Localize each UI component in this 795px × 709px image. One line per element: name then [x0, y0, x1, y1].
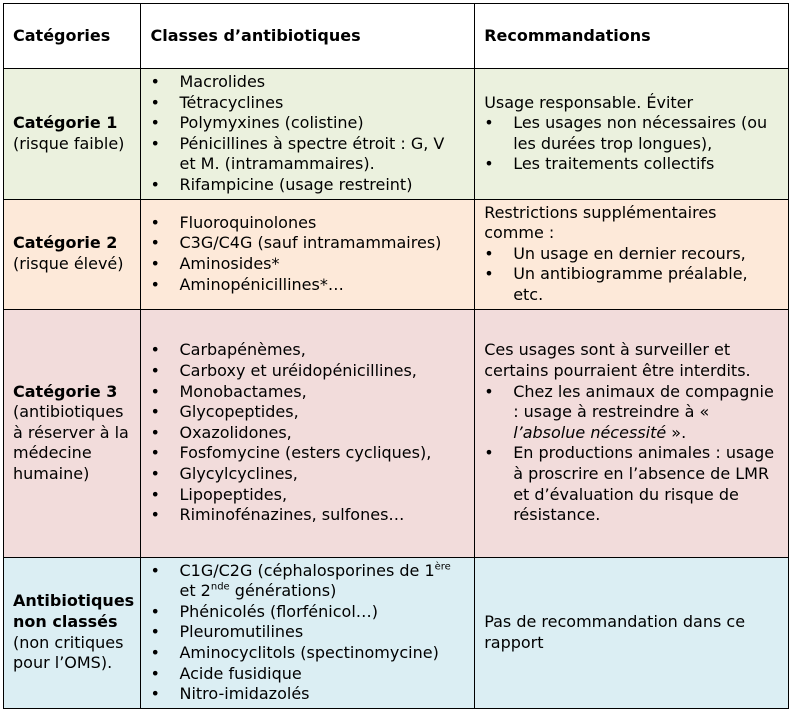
- header-categories: Catégories: [4, 4, 141, 69]
- list-item: • Rifampicine (usage restreint): [150, 175, 465, 196]
- list-item: • Fluoroquinolones: [150, 213, 465, 234]
- classes-cell: [141, 557, 475, 708]
- category-title: Antibiotiques non classés: [13, 591, 135, 632]
- header-classes: Classes d’antibiotiques: [141, 4, 475, 69]
- list-item: • Aminosides*: [150, 254, 465, 275]
- header-recommendations: Recommandations: [475, 4, 789, 69]
- list-item: • En productions animales : usage à proscrire en l’absence de LMR et d’évaluation du risque de résistance.: [484, 443, 779, 525]
- category-title: Catégorie 3: [13, 381, 118, 401]
- rec-text: Chez les animaux de compagnie : usage à restreindre à «: [513, 381, 774, 422]
- table-row-category-1: [4, 69, 789, 200]
- list-item: • Monobactames,: [150, 382, 465, 403]
- table-row-unclassified: [4, 557, 789, 708]
- classes-list: [150, 213, 465, 295]
- list-item: • Acide fusidique: [150, 664, 465, 685]
- category-subtitle: (non critiques pour l’OMS).: [13, 632, 124, 673]
- category-cell: [4, 199, 141, 309]
- list-item: • Les usages non nécessaires (ou les durées trop longues),: [484, 113, 779, 154]
- list-item: • Glycylcyclines,: [150, 464, 465, 485]
- classes-cell: [141, 69, 475, 200]
- class-text: générations): [229, 581, 337, 601]
- list-item: • Lipopeptides,: [150, 485, 465, 506]
- recommendation-lead: Usage responsable. Éviter: [484, 92, 694, 112]
- category-subtitle: (antibiotiques à réserver à la médecine humaine): [13, 402, 129, 483]
- classes-cell: [141, 309, 475, 557]
- list-item: • Riminofénazines, sulfones…: [150, 505, 465, 526]
- superscript: ère: [434, 561, 451, 573]
- category-cell: [4, 69, 141, 200]
- category-subtitle: (risque élevé): [13, 254, 124, 274]
- category-title: Catégorie 2: [13, 233, 118, 253]
- list-item: • Les traitements collectifs: [484, 154, 779, 175]
- table-row-category-2: [4, 199, 789, 309]
- recommendation-lead: Pas de recommandation dans ce rapport: [484, 612, 746, 652]
- list-item: • Pénicillines à spectre étroit : G, V et M. (intramammaires).: [150, 134, 465, 175]
- list-item: • Tétracyclines: [150, 93, 465, 114]
- list-item: • Aminopénicillines*…: [150, 275, 465, 296]
- category-title: Catégorie 1: [13, 113, 118, 133]
- list-item: • Macrolides: [150, 72, 465, 93]
- rec-text-end: ».: [666, 422, 687, 442]
- class-text: C1G/C2G (céphalosporines de 1: [179, 560, 435, 580]
- list-item: • Nitro-imidazolés: [150, 684, 465, 705]
- recommendation-list: [484, 382, 779, 526]
- recommendation-cell: [475, 557, 789, 708]
- classes-list: [150, 561, 465, 705]
- class-text: et 2: [179, 581, 211, 601]
- list-item: [484, 382, 779, 444]
- category-cell: [4, 557, 141, 708]
- list-item: • Carbapénèmes,: [150, 340, 465, 361]
- list-item: • Fosfomycine (esters cycliques),: [150, 443, 465, 464]
- list-item: • Un antibiogramme préalable, etc.: [484, 264, 779, 305]
- list-item: • Carboxy et uréidopénicillines,: [150, 361, 465, 382]
- list-item: [150, 561, 465, 602]
- list-item: • Phénicolés (florfénicol…): [150, 602, 465, 623]
- superscript: nde: [210, 581, 230, 593]
- category-cell: [4, 309, 141, 557]
- recommendation-lead: Ces usages sont à surveiller et certains pourraient être interdits.: [484, 340, 751, 380]
- classes-list: [150, 340, 465, 525]
- header-row: [4, 4, 789, 69]
- list-item: • Un usage en dernier recours,: [484, 244, 779, 265]
- recommendation-cell: [475, 69, 789, 200]
- recommendation-cell: [475, 309, 789, 557]
- antibiotic-categories-table: [3, 3, 789, 709]
- recommendation-list: [484, 244, 779, 306]
- list-item: • Pleuromutilines: [150, 622, 465, 643]
- rec-italic-text: l’absolue nécessité: [513, 422, 667, 442]
- recommendation-list: [484, 113, 779, 175]
- list-item: • Oxazolidones,: [150, 423, 465, 444]
- classes-cell: [141, 199, 475, 309]
- list-item: • C3G/C4G (sauf intramammaires): [150, 233, 465, 254]
- table-row-category-3: [4, 309, 789, 557]
- recommendation-cell: [475, 199, 789, 309]
- list-item: • Aminocyclitols (spectinomycine): [150, 643, 465, 664]
- list-item: • Glycopeptides,: [150, 402, 465, 423]
- recommendation-lead: Restrictions supplémentaires comme :: [484, 202, 717, 243]
- classes-list: [150, 72, 465, 196]
- category-subtitle: (risque faible): [13, 133, 125, 153]
- list-item: • Polymyxines (colistine): [150, 113, 465, 134]
